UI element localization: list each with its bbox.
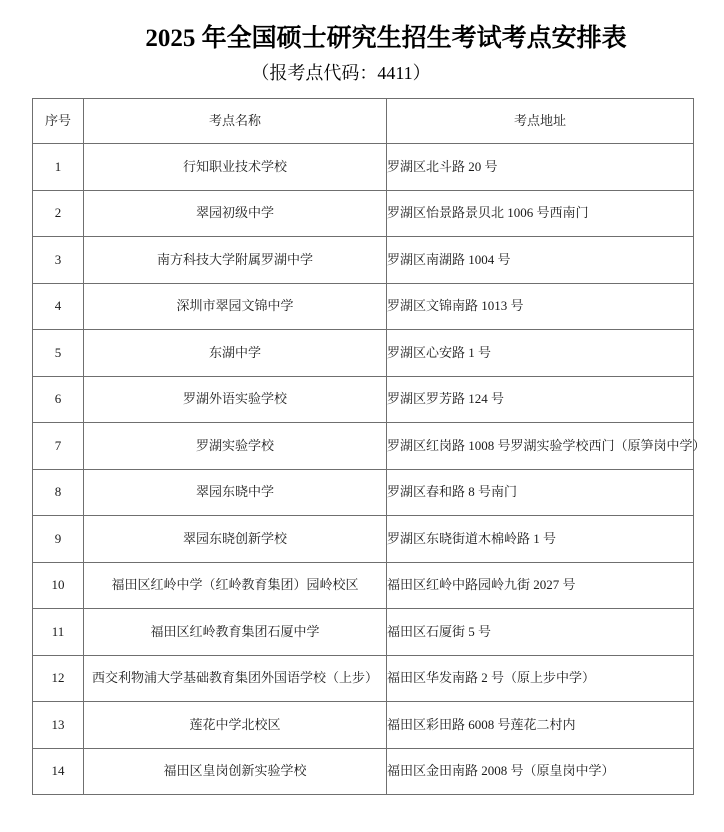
- exam-sites-table-body: [33, 144, 706, 795]
- site-no-cell: 10: [33, 562, 84, 609]
- site-address-cell: 罗湖区心安路 1 号: [387, 330, 694, 377]
- site-no-cell: 2: [33, 190, 84, 237]
- table-row: [33, 283, 694, 330]
- table-row: [33, 190, 694, 237]
- table-row: [33, 376, 694, 423]
- column-header-name: 考点名称: [84, 99, 387, 144]
- site-address-cell: 福田区石厦街 5 号: [387, 609, 694, 656]
- exam-sites-table: [32, 98, 706, 795]
- site-no-cell: 6: [33, 376, 84, 423]
- table-row: [33, 748, 694, 795]
- site-name-cell: 西交利物浦大学基础教育集团外国语学校（上步）: [84, 655, 387, 702]
- site-address-cell: 福田区彩田路 6008 号莲花二村内: [387, 702, 694, 749]
- table-header-row: [33, 99, 694, 144]
- site-no-cell: 11: [33, 609, 84, 656]
- site-no-cell: 4: [33, 283, 84, 330]
- site-name-cell: 福田区红岭教育集团石厦中学: [84, 609, 387, 656]
- page-subtitle: （报考点代码：4411）: [251, 63, 431, 83]
- site-no-cell: 3: [33, 237, 84, 284]
- site-no-cell: 8: [33, 469, 84, 516]
- site-address-cell: 罗湖区怡景路景贝北 1006 号西南门: [387, 190, 694, 237]
- site-name-cell: 翠园东晓创新学校: [84, 516, 387, 563]
- site-address-cell: 福田区金田南路 2008 号（原皇岗中学）: [387, 748, 694, 795]
- column-header-no: 序号: [33, 99, 84, 144]
- site-address-cell: 罗湖区北斗路 20 号: [387, 144, 694, 191]
- table-row: [33, 516, 694, 563]
- site-name-cell: 东湖中学: [84, 330, 387, 377]
- site-no-cell: 7: [33, 423, 84, 470]
- table-row: [33, 609, 694, 656]
- site-address-cell: 罗湖区红岗路 1008 号罗湖实验学校西门（原笋岗中学）: [387, 423, 694, 470]
- site-name-cell: 罗湖实验学校: [84, 423, 387, 470]
- table-row: [33, 144, 694, 191]
- site-no-cell: 1: [33, 144, 84, 191]
- site-name-cell: 福田区皇岗创新实验学校: [84, 748, 387, 795]
- site-no-cell: 12: [33, 655, 84, 702]
- site-no-cell: 14: [33, 748, 84, 795]
- site-name-cell: 深圳市翠园文锦中学: [84, 283, 387, 330]
- page-title: 2025 年全国硕士研究生招生考试考点安排表: [145, 25, 627, 52]
- table-row: [33, 330, 694, 377]
- site-name-cell: 莲花中学北校区: [84, 702, 387, 749]
- site-name-cell: 行知职业技术学校: [84, 144, 387, 191]
- site-address-cell: 福田区红岭中路园岭九街 2027 号: [387, 562, 694, 609]
- site-name-cell: 翠园初级中学: [84, 190, 387, 237]
- site-no-cell: 13: [33, 702, 84, 749]
- site-name-cell: 翠园东晓中学: [84, 469, 387, 516]
- table-row: [33, 423, 694, 470]
- site-address-cell: 罗湖区文锦南路 1013 号: [387, 283, 694, 330]
- site-address-cell: 罗湖区南湖路 1004 号: [387, 237, 694, 284]
- site-address-cell: 罗湖区春和路 8 号南门: [387, 469, 694, 516]
- column-header-address: 考点地址: [387, 99, 694, 144]
- site-name-cell: 南方科技大学附属罗湖中学: [84, 237, 387, 284]
- site-address-cell: 罗湖区罗芳路 124 号: [387, 376, 694, 423]
- table-row: [33, 655, 694, 702]
- table-row: [33, 702, 694, 749]
- site-address-cell: 福田区华发南路 2 号（原上步中学）: [387, 655, 694, 702]
- site-name-cell: 福田区红岭中学（红岭教育集团）园岭校区: [84, 562, 387, 609]
- site-no-cell: 5: [33, 330, 84, 377]
- site-no-cell: 9: [33, 516, 84, 563]
- document-page: [0, 22, 724, 832]
- table-row: [33, 469, 694, 516]
- site-address-cell: 罗湖区东晓街道木棉岭路 1 号: [387, 516, 694, 563]
- table-row: [33, 237, 694, 284]
- site-name-cell: 罗湖外语实验学校: [84, 376, 387, 423]
- table-row: [33, 562, 694, 609]
